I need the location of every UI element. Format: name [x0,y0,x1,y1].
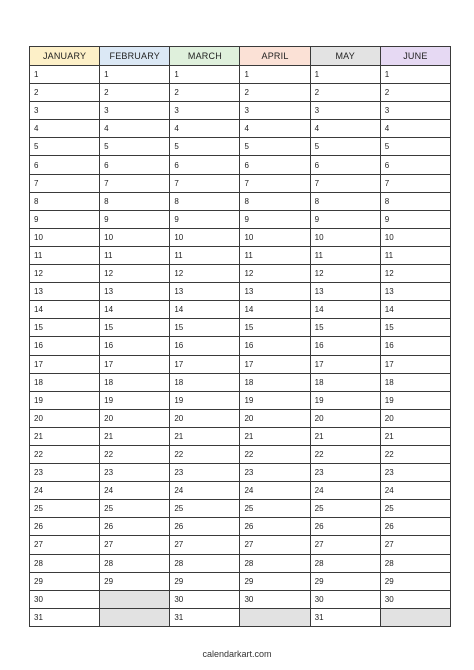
day-cell: 2 [310,84,380,102]
day-cell: 26 [310,518,380,536]
day-cell: 2 [380,84,450,102]
day-cell: 16 [310,337,380,355]
day-cell: 13 [310,283,380,301]
day-cell: 11 [100,246,170,264]
day-cell: 11 [310,246,380,264]
day-cell: 3 [170,102,240,120]
day-cell: 11 [240,246,310,264]
day-cell: 23 [100,464,170,482]
day-row [30,138,451,156]
day-cell: 3 [380,102,450,120]
day-cell: 28 [240,554,310,572]
day-cell: 12 [30,265,100,283]
day-cell: 15 [30,319,100,337]
day-cell: 23 [30,464,100,482]
day-cell: 5 [170,138,240,156]
day-cell: 20 [100,409,170,427]
day-cell: 5 [310,138,380,156]
day-cell: 18 [100,373,170,391]
day-cell: 9 [380,210,450,228]
day-cell: 11 [170,246,240,264]
day-cell: 6 [310,156,380,174]
day-row [30,500,451,518]
day-cell: 10 [170,228,240,246]
day-cell: 17 [310,355,380,373]
day-cell: 2 [240,84,310,102]
calendar-header [30,47,451,66]
day-cell: 15 [100,319,170,337]
day-cell: 15 [380,319,450,337]
day-cell: 30 [310,590,380,608]
day-cell: 19 [170,391,240,409]
day-cell: 20 [30,409,100,427]
half-year-calendar-table [29,46,451,627]
day-cell: 2 [100,84,170,102]
day-cell: 22 [100,445,170,463]
day-cell: 1 [380,66,450,84]
day-cell: 25 [30,500,100,518]
day-cell: 22 [30,445,100,463]
day-cell: 25 [240,500,310,518]
day-cell: 18 [380,373,450,391]
day-cell: 15 [310,319,380,337]
day-cell: 21 [30,427,100,445]
day-cell: 22 [380,445,450,463]
day-cell: 13 [100,283,170,301]
day-cell: 20 [380,409,450,427]
day-cell: 27 [240,536,310,554]
month-header-april: APRIL [240,47,310,66]
day-cell: 24 [310,482,380,500]
day-row [30,445,451,463]
day-cell: 21 [100,427,170,445]
day-row [30,120,451,138]
day-cell: 19 [100,391,170,409]
day-cell: 21 [310,427,380,445]
day-row [30,319,451,337]
month-header-january: JANUARY [30,47,100,66]
day-cell: 14 [30,301,100,319]
day-cell: 18 [240,373,310,391]
day-cell: 18 [30,373,100,391]
month-header-march: MARCH [170,47,240,66]
day-cell: 20 [310,409,380,427]
day-cell: 16 [240,337,310,355]
day-cell: 26 [100,518,170,536]
day-cell: 27 [170,536,240,554]
day-cell: 7 [170,174,240,192]
day-cell: 7 [380,174,450,192]
day-cell: 7 [30,174,100,192]
day-row [30,246,451,264]
day-cell: 9 [100,210,170,228]
month-header-may: MAY [310,47,380,66]
day-row [30,572,451,590]
day-cell: 8 [100,192,170,210]
day-row [30,427,451,445]
day-cell: 14 [170,301,240,319]
day-cell: 18 [170,373,240,391]
day-cell: 23 [240,464,310,482]
day-cell: 26 [170,518,240,536]
day-row [30,66,451,84]
day-cell: 6 [100,156,170,174]
day-cell: 17 [100,355,170,373]
day-cell: 14 [240,301,310,319]
day-cell: 1 [170,66,240,84]
day-cell: 1 [100,66,170,84]
day-cell: 10 [30,228,100,246]
day-row [30,156,451,174]
day-cell: 5 [240,138,310,156]
day-cell: 6 [170,156,240,174]
day-row [30,301,451,319]
day-cell: 26 [380,518,450,536]
day-cell: 14 [100,301,170,319]
calendar-body [30,66,451,627]
day-cell: 24 [30,482,100,500]
day-row [30,210,451,228]
day-cell: 6 [240,156,310,174]
day-row [30,355,451,373]
day-cell: 31 [170,608,240,626]
day-cell: 30 [380,590,450,608]
day-cell: 24 [170,482,240,500]
day-cell: 3 [100,102,170,120]
day-cell: 5 [380,138,450,156]
day-cell: 19 [30,391,100,409]
day-cell: 4 [380,120,450,138]
day-cell: 4 [310,120,380,138]
day-cell: 19 [240,391,310,409]
month-header-row [30,47,451,66]
day-cell: 10 [310,228,380,246]
day-cell: 13 [30,283,100,301]
day-cell: 9 [170,210,240,228]
day-cell: 4 [100,120,170,138]
day-cell: 10 [100,228,170,246]
day-cell: 9 [240,210,310,228]
day-cell: 14 [380,301,450,319]
day-cell: 14 [310,301,380,319]
day-cell: 16 [100,337,170,355]
day-cell: 27 [310,536,380,554]
day-cell: 25 [380,500,450,518]
day-cell: 24 [240,482,310,500]
day-cell: 21 [170,427,240,445]
day-cell: 9 [30,210,100,228]
day-row [30,482,451,500]
month-header-february: FEBRUARY [100,47,170,66]
day-row [30,228,451,246]
day-cell: 1 [240,66,310,84]
day-cell: 25 [310,500,380,518]
day-cell: 28 [170,554,240,572]
day-cell: 2 [30,84,100,102]
day-cell: 8 [310,192,380,210]
day-cell: 11 [30,246,100,264]
day-cell: 24 [100,482,170,500]
day-cell: 15 [170,319,240,337]
empty-day-cell [100,590,170,608]
day-cell: 8 [30,192,100,210]
day-cell: 15 [240,319,310,337]
day-cell: 23 [310,464,380,482]
day-cell: 20 [170,409,240,427]
day-cell: 26 [240,518,310,536]
day-cell: 30 [240,590,310,608]
day-cell: 23 [380,464,450,482]
day-cell: 4 [170,120,240,138]
day-cell: 8 [380,192,450,210]
day-cell: 27 [380,536,450,554]
month-header-june: JUNE [380,47,450,66]
day-cell: 31 [310,608,380,626]
day-row [30,608,451,626]
day-cell: 19 [310,391,380,409]
day-cell: 29 [240,572,310,590]
day-row [30,283,451,301]
day-cell: 28 [100,554,170,572]
day-cell: 24 [380,482,450,500]
day-cell: 6 [380,156,450,174]
day-row [30,391,451,409]
day-row [30,102,451,120]
day-cell: 21 [380,427,450,445]
empty-day-cell [380,608,450,626]
day-cell: 27 [100,536,170,554]
day-cell: 17 [240,355,310,373]
day-cell: 25 [100,500,170,518]
day-cell: 5 [100,138,170,156]
day-cell: 13 [240,283,310,301]
empty-day-cell [240,608,310,626]
day-cell: 7 [100,174,170,192]
day-cell: 5 [30,138,100,156]
day-row [30,409,451,427]
day-cell: 4 [30,120,100,138]
day-cell: 17 [30,355,100,373]
day-cell: 4 [240,120,310,138]
day-cell: 7 [240,174,310,192]
day-cell: 26 [30,518,100,536]
day-cell: 7 [310,174,380,192]
day-cell: 28 [310,554,380,572]
day-row [30,84,451,102]
day-cell: 29 [310,572,380,590]
day-cell: 8 [170,192,240,210]
day-cell: 12 [380,265,450,283]
day-row [30,337,451,355]
day-cell: 16 [30,337,100,355]
footer-website: calendarkart.com [202,649,272,659]
day-cell: 25 [170,500,240,518]
day-cell: 3 [310,102,380,120]
day-cell: 3 [240,102,310,120]
day-cell: 17 [170,355,240,373]
day-cell: 29 [100,572,170,590]
day-cell: 21 [240,427,310,445]
day-cell: 27 [30,536,100,554]
day-row [30,265,451,283]
day-cell: 23 [170,464,240,482]
day-cell: 17 [380,355,450,373]
day-cell: 2 [170,84,240,102]
day-cell: 9 [310,210,380,228]
day-cell: 11 [380,246,450,264]
day-cell: 10 [380,228,450,246]
day-cell: 29 [380,572,450,590]
day-cell: 28 [30,554,100,572]
day-row [30,464,451,482]
day-row [30,373,451,391]
day-cell: 22 [170,445,240,463]
day-cell: 13 [170,283,240,301]
day-cell: 12 [100,265,170,283]
day-row [30,554,451,572]
day-cell: 16 [170,337,240,355]
day-cell: 6 [30,156,100,174]
day-cell: 1 [30,66,100,84]
day-cell: 12 [240,265,310,283]
day-row [30,590,451,608]
day-cell: 16 [380,337,450,355]
day-row [30,192,451,210]
day-cell: 29 [30,572,100,590]
day-row [30,174,451,192]
day-cell: 1 [310,66,380,84]
day-cell: 31 [30,608,100,626]
day-cell: 29 [170,572,240,590]
day-cell: 10 [240,228,310,246]
day-cell: 13 [380,283,450,301]
day-cell: 30 [170,590,240,608]
day-cell: 30 [30,590,100,608]
day-cell: 12 [310,265,380,283]
day-cell: 8 [240,192,310,210]
day-cell: 3 [30,102,100,120]
day-cell: 20 [240,409,310,427]
day-cell: 28 [380,554,450,572]
day-row [30,536,451,554]
day-cell: 22 [240,445,310,463]
day-row [30,518,451,536]
day-cell: 19 [380,391,450,409]
day-cell: 18 [310,373,380,391]
day-cell: 22 [310,445,380,463]
day-cell: 12 [170,265,240,283]
empty-day-cell [100,608,170,626]
